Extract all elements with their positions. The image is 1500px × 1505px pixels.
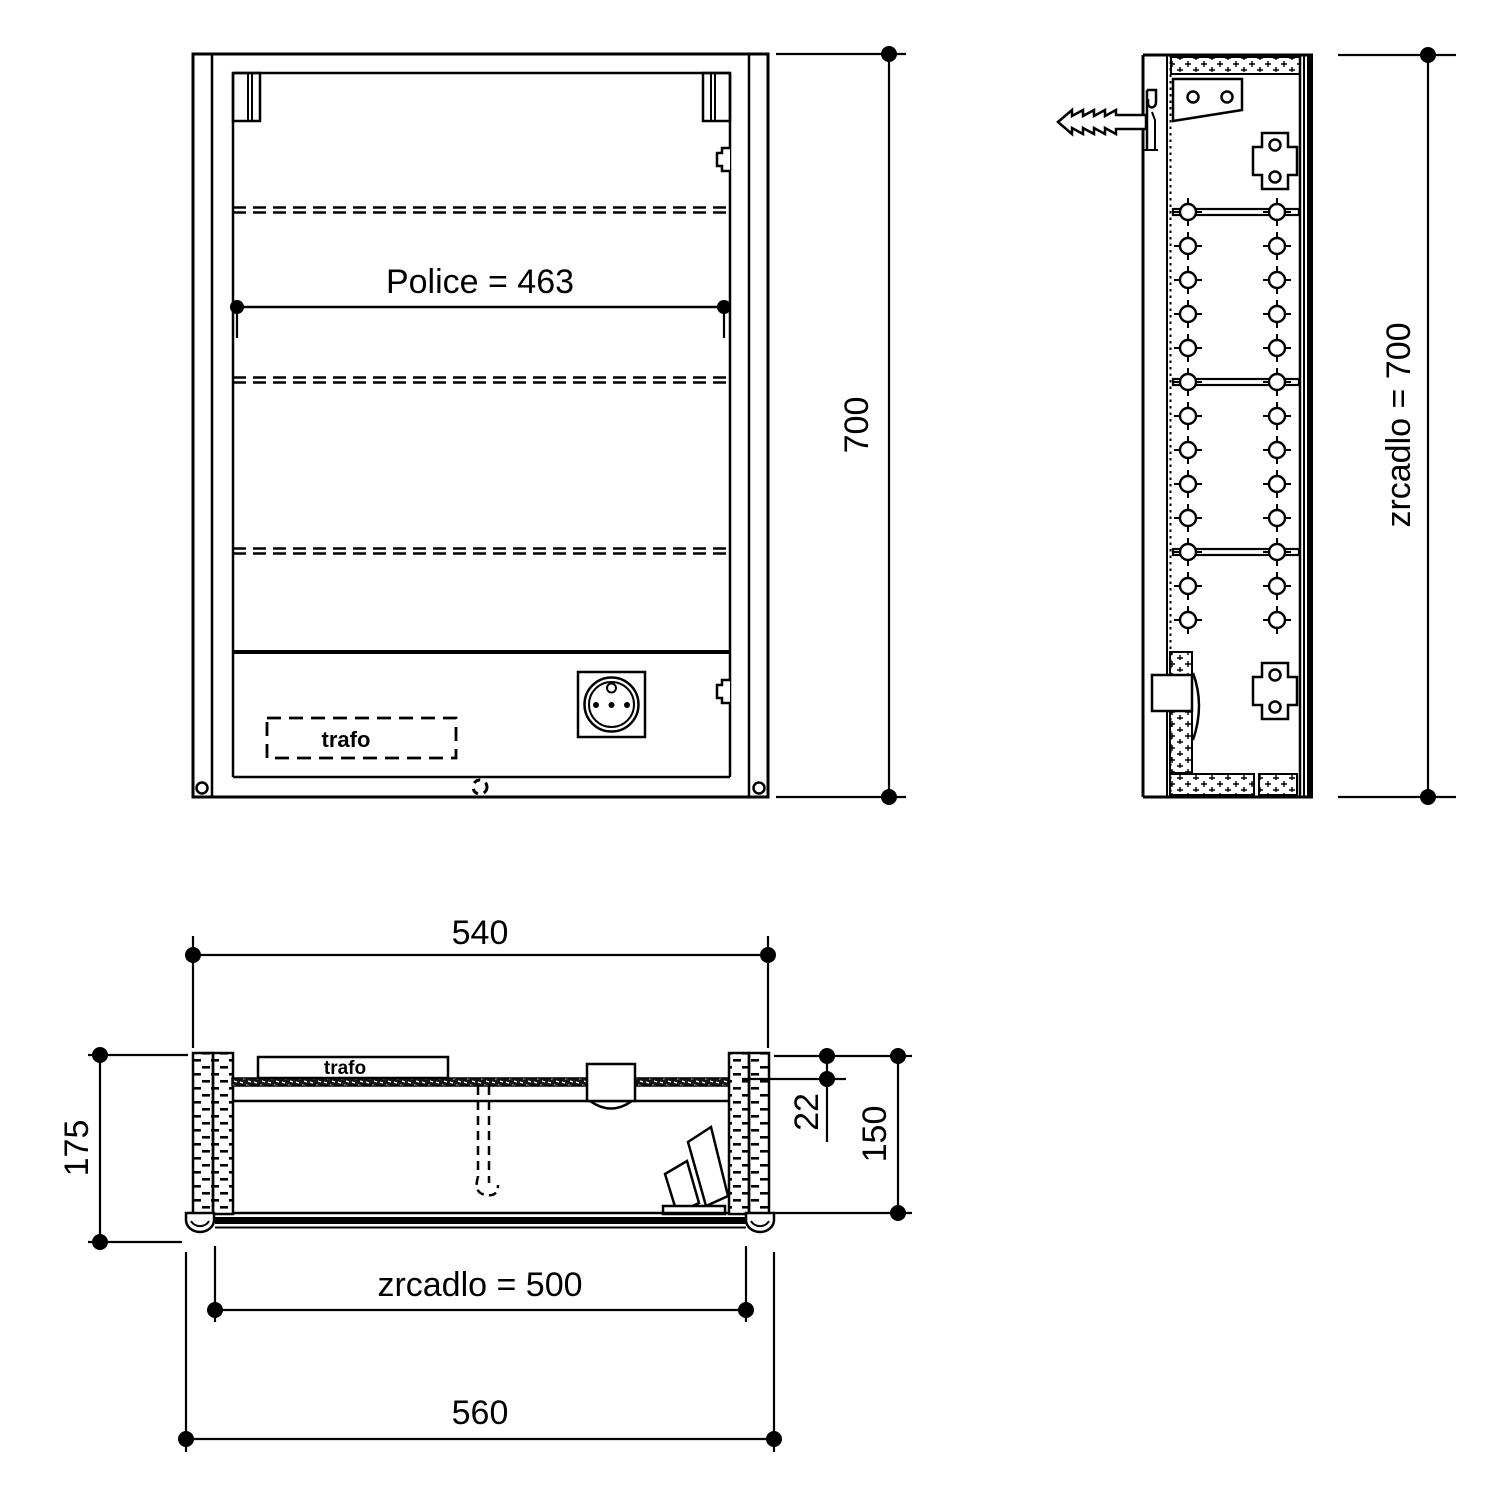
door-hinge-plan [663,1127,728,1214]
power-socket-icon [578,672,645,737]
screw-hole-right [754,783,765,794]
trafo-label-front: trafo [321,727,371,752]
width-dim-label: 540 [451,914,509,952]
trafo-box-front [267,718,456,758]
shelf-position-dashed-lines [233,208,730,554]
top-panel-section [1171,57,1300,74]
height-dimension-700 [776,46,906,805]
mirror-width-dimension [207,1246,754,1322]
mirror-width-dim-label: zrcadlo = 500 [377,1266,583,1304]
width-dimension-540 [185,914,776,1048]
hinge-bracket-left [233,73,260,121]
power-cable-dashed [477,1086,498,1195]
cable-grommet [473,780,487,794]
mirror-bumper-left [186,1213,214,1232]
shelf-pin-holes [1174,198,1291,634]
height-dim-label: 700 [838,396,876,454]
overall-width-dim-label: 560 [451,1394,509,1432]
hinge-plate-bottom-icon [1253,663,1297,719]
body-depth-dim-label: 150 [856,1105,894,1163]
mirror-door-section [215,1217,746,1224]
mirror-door-edge [1307,55,1313,797]
mirror-bumper-right [746,1213,774,1232]
screw-hole-left [197,783,208,794]
back-gap-dim-label: 22 [788,1093,826,1131]
side-wall-right-section [729,1053,749,1214]
trafo-box-plan [258,1057,448,1079]
socket-box-plan [587,1064,635,1109]
cabinet-outline [193,54,768,797]
mirror-height-dim-label: zrcadlo = 700 [1380,322,1418,528]
trafo-box-side [1152,675,1192,711]
front-view [193,46,906,805]
side-view [1058,47,1456,805]
door-catch-top [717,148,730,171]
socket-bulge-side [1193,673,1199,740]
door-catch-bottom [717,680,730,703]
depth-overall-dim-label: 175 [58,1119,96,1177]
trafo-label-plan: trafo [323,1058,367,1079]
body-depth-dimension-150 [774,1048,912,1221]
hinge-plate-top-icon [1253,133,1297,189]
mirror-height-dimension [1338,47,1456,805]
shelf-dim-label: Police = 463 [385,263,575,301]
wall-mounting-plate [1173,79,1242,121]
depth-dimension-175 [58,1047,188,1250]
shelf-width-dimension [230,263,731,338]
side-wall-left-section [193,1053,213,1214]
screw-anchor-icon [1058,110,1146,134]
bottom-panel-section [1170,774,1254,795]
hinge-bracket-right [703,73,730,121]
plan-view [58,914,912,1452]
